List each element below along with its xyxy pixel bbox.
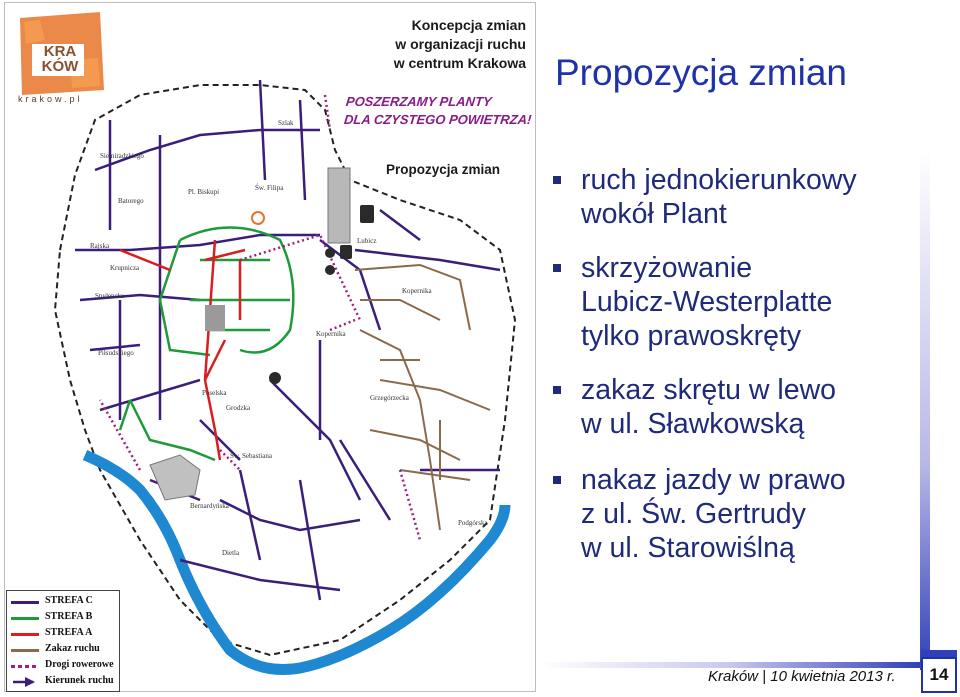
legend-item bbox=[11, 627, 119, 641]
bullet-text: ruch jednokierunkowy wokół Plant bbox=[581, 164, 857, 230]
map-title: Koncepcja zmian w organizacji ruchu w centrum Krakowa bbox=[393, 17, 526, 71]
bullet-square-icon bbox=[553, 176, 561, 184]
svg-text:Siemiradzkiego: Siemiradzkiego bbox=[100, 152, 144, 160]
legend-label: Drogi rowerowe bbox=[45, 659, 114, 670]
svg-text:Piłsudskiego: Piłsudskiego bbox=[98, 349, 134, 357]
svg-text:Poselska: Poselska bbox=[202, 389, 227, 397]
zone-b-swatch bbox=[11, 617, 39, 620]
svg-text:Studencka: Studencka bbox=[95, 292, 125, 300]
svg-text:Batorego: Batorego bbox=[118, 197, 144, 205]
page-number: 14 bbox=[921, 657, 957, 693]
legend-item bbox=[11, 643, 119, 657]
svg-text:Bernardyńska: Bernardyńska bbox=[190, 502, 229, 510]
krakow-logo-letters: KRA KÓW bbox=[41, 43, 79, 75]
bullet-text: skrzyżowanie Lubicz-Westerplatte tylko prawoskręty bbox=[581, 252, 833, 352]
svg-text:Dietla: Dietla bbox=[222, 549, 240, 557]
page-number-accent bbox=[921, 650, 957, 657]
footer-text: Kraków | 10 kwietnia 2013 r. bbox=[708, 668, 896, 685]
decorative-gradient-bar bbox=[920, 150, 930, 670]
legend-item bbox=[11, 595, 119, 609]
legend-item bbox=[11, 611, 119, 625]
legend-item bbox=[11, 675, 119, 689]
legend-label: Zakaz ruchu bbox=[45, 643, 100, 654]
map-slogan: POSZERZAMY PLANTY DLA CZYSTEGO POWIETRZA! bbox=[343, 94, 533, 127]
svg-text:Św. Sebastiana: Św. Sebastiana bbox=[230, 452, 272, 460]
bullet-item bbox=[553, 373, 893, 443]
svg-text:Kopernika: Kopernika bbox=[402, 287, 432, 295]
svg-text:Pl. Biskupi: Pl. Biskupi bbox=[188, 188, 220, 196]
svg-text:Kopernika: Kopernika bbox=[316, 330, 346, 338]
bullet-square-icon bbox=[553, 386, 561, 394]
no-traffic-swatch bbox=[11, 649, 39, 652]
svg-text:Grzegórzecka: Grzegórzecka bbox=[370, 394, 409, 402]
zone-a-swatch bbox=[11, 633, 39, 636]
svg-text:Rajska: Rajska bbox=[90, 242, 110, 250]
svg-text:Grodzka: Grodzka bbox=[226, 404, 251, 412]
svg-text:Szlak: Szlak bbox=[278, 119, 294, 127]
bullet-item bbox=[553, 163, 893, 233]
legend-label: STREFA A bbox=[45, 627, 93, 638]
bullet-item bbox=[553, 463, 893, 567]
svg-text:Krupnicza: Krupnicza bbox=[110, 264, 140, 272]
legend-label: STREFA C bbox=[45, 595, 93, 606]
legend-label: STREFA B bbox=[45, 611, 93, 622]
arrow-icon bbox=[11, 675, 39, 689]
svg-text:Podgórska: Podgórska bbox=[458, 519, 488, 527]
legend-label: Kierunek ruchu bbox=[45, 675, 114, 686]
map-subtitle: Propozycja zmian bbox=[386, 162, 501, 177]
svg-text:Lubicz: Lubicz bbox=[357, 237, 377, 245]
zone-c-swatch bbox=[11, 601, 39, 604]
logo-url: krakow.pl bbox=[18, 94, 83, 104]
bullet-item bbox=[553, 251, 893, 355]
bullet-text: zakaz skrętu w lewo w ul. Sławkowską bbox=[581, 374, 837, 440]
bullet-square-icon bbox=[553, 476, 561, 484]
bike-route-swatch bbox=[11, 665, 39, 668]
slide-title: Propozycja zmian bbox=[555, 52, 848, 93]
bullet-square-icon bbox=[553, 264, 561, 272]
map-legend bbox=[6, 590, 120, 692]
legend-item bbox=[11, 659, 119, 673]
svg-text:Św. Filipa: Św. Filipa bbox=[255, 184, 284, 192]
bullet-text: nakaz jazdy w prawo z ul. Św. Gertrudy w ul. Starowiślną bbox=[581, 464, 846, 564]
